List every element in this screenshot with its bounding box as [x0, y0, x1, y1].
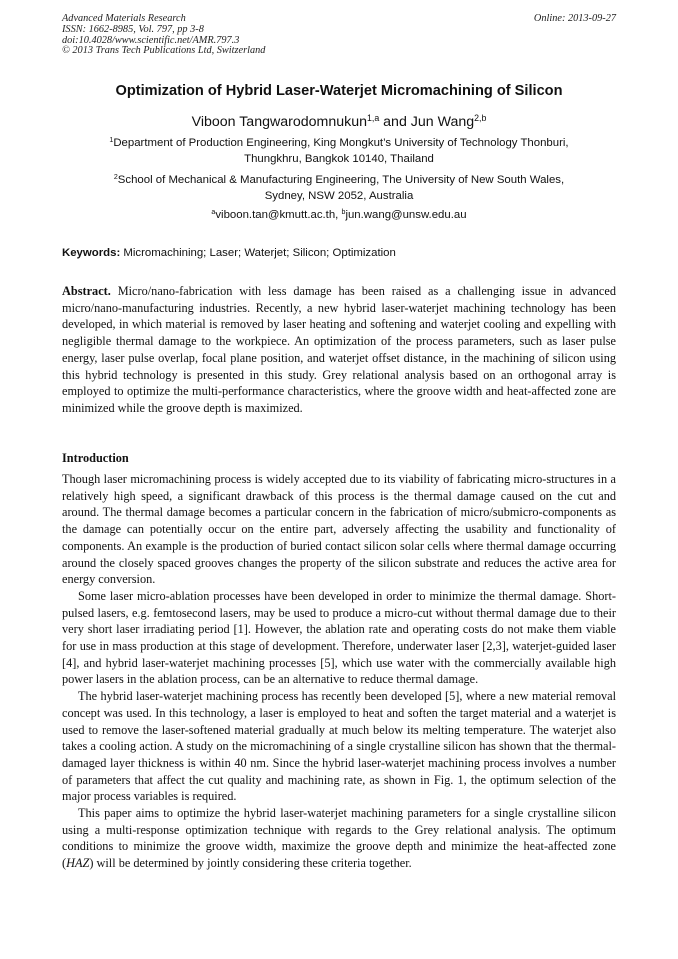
- email-a: viboon.tan@kmutt.ac.th,: [215, 209, 342, 221]
- issn-line: ISSN: 1662-8985, Vol. 797, pp 3-8: [62, 23, 204, 35]
- author-2-superscript: 2,b: [474, 113, 487, 124]
- abstract-label: Abstract.: [62, 284, 111, 298]
- journal-name: Advanced Materials Research: [62, 13, 186, 24]
- journal-header: [62, 14, 616, 57]
- keywords-text: Micromachining; Laser; Waterjet; Silicon; Optimization: [120, 247, 396, 259]
- affiliation-1-superscript: 1: [109, 137, 114, 145]
- intro-paragraph-4: [62, 805, 616, 872]
- online-date: Online: 2013-09-27: [533, 13, 616, 24]
- author-2-name: Jun Wang: [410, 114, 475, 130]
- intro-paragraph-4-part-b: ) will be determined by jointly considering these criteria together.: [89, 856, 412, 871]
- affiliation-1-line-2: Thungkhru, Bangkok 10140, Thailand: [244, 152, 434, 165]
- author-line: [62, 113, 616, 131]
- affiliation-1: [62, 136, 616, 167]
- intro-paragraph-4-part-a: This paper aims to optimize the hybrid laser-waterjet machining parameters for a single crystalline silicon using a multi-response optimization technique with regards to the Grey relational analysis. The optimum conditions to minimize the groove width, maximize the groove depth and minimize the heat-affected zone (: [62, 806, 616, 871]
- email-a-superscript: a: [211, 209, 216, 217]
- email-b: jun.wang@unsw.edu.au: [345, 209, 467, 221]
- keywords-label: Keywords:: [62, 247, 121, 259]
- haz-abbreviation: HAZ: [66, 856, 90, 871]
- affiliation-2-line-2: Sydney, NSW 2052, Australia: [264, 189, 414, 202]
- keywords-line: [62, 245, 616, 261]
- introduction-heading: Introduction: [62, 451, 129, 465]
- affiliation-2-superscript: 2: [113, 174, 118, 182]
- affiliation-2: [62, 173, 616, 204]
- author-conjunction: and: [379, 114, 411, 130]
- email-b-superscript: b: [341, 209, 346, 217]
- intro-paragraph-1: Though laser micromachining process is widely accepted due to its viability of fabricating micro-structures in a relatively high speed, a significant drawback of this process is the thermal damage caused on the cut and around. The thermal damage becomes a particular concern in the fabrication of micro/submicro-components as the damage can potentially occur on the entire part, adversely affecting the usability and functionality of components. An example is the production of buried contact silicon solar cells where thermal damage occurring around the closely spaced grooves changes the property of the silicon substrate and reduces the active area for energy conversion.: [62, 472, 616, 587]
- author-1-name: Viboon Tangwarodomnukun: [191, 114, 367, 130]
- abstract-paragraph: [62, 283, 616, 417]
- email-line: [62, 207, 616, 223]
- author-1-superscript: 1,a: [366, 113, 380, 124]
- copyright-line: © 2013 Trans Tech Publications Ltd, Switzerland: [62, 45, 266, 57]
- doi-line: doi:10.4028/www.scientific.net/AMR.797.3: [62, 34, 240, 46]
- introduction-body: [62, 471, 616, 872]
- intro-paragraph-2: Some laser micro-ablation processes have been developed in order to minimize the thermal damage. Short-pulsed lasers, e.g. femtosecond lasers, may be used to produce a micro-cut without thermal damage due to their very short laser irradiating period [1]. However, the ablation rate and operating costs do not make them viable for use in mass production at this stage of development. Therefore, underwater laser [2,3], waterjet-guided laser [4], and hybrid laser-waterjet machining processes [5], which use water with the commercially available high power lasers in the ablation process, can be an alternative to reduce thermal damage.: [62, 588, 616, 687]
- abstract-text: Micro/nano-fabrication with less damage has been raised as a challenging issue in advanced micro/nano-manufacturing industries. Recently, a new hybrid laser-waterjet machining technology has been developed, in which material is removed by laser heating and softening and waterjet cooling and expelling with negligible thermal damage to the workpiece. An optimization of the process parameters, such as laser pulse energy, laser pulse overlap, focal plane position, and waterjet offset distance, in the machining of silicon using this hybrid technology is presented in this study. Grey relational analysis based on an orthogonal array is employed to optimize the multi-performance characteristics, where the groove width and heat-affected zone are minimized while the groove depth is maximized.: [62, 284, 616, 415]
- paper-title: Optimization of Hybrid Laser-Waterjet Micromachining of Silicon: [115, 83, 563, 99]
- affiliation-2-line-1: School of Mechanical & Manufacturing Engineering, The University of New South Wales,: [117, 174, 565, 186]
- affiliation-1-line-1: Department of Production Engineering, King Mongkut’s University of Technology Thonburi,: [113, 137, 569, 149]
- intro-paragraph-3: The hybrid laser-waterjet machining process has recently been developed [5], where a new material removal concept was used. In this technology, a laser is employed to heat and soften the target material and a waterjet is used to remove the laser-softened material gradually at much below its melting temperature. The waterjet also takes a cooling action. A study on the micromachining of a single crystalline silicon has shown that the thermal-damaged layer thickness is within 40 nm. Since the hybrid laser-waterjet machining process involves a number of parameters that affect the cut quality and machining rate, as shown in Fig. 1, the optimum selection of the major process variables is required.: [62, 689, 616, 804]
